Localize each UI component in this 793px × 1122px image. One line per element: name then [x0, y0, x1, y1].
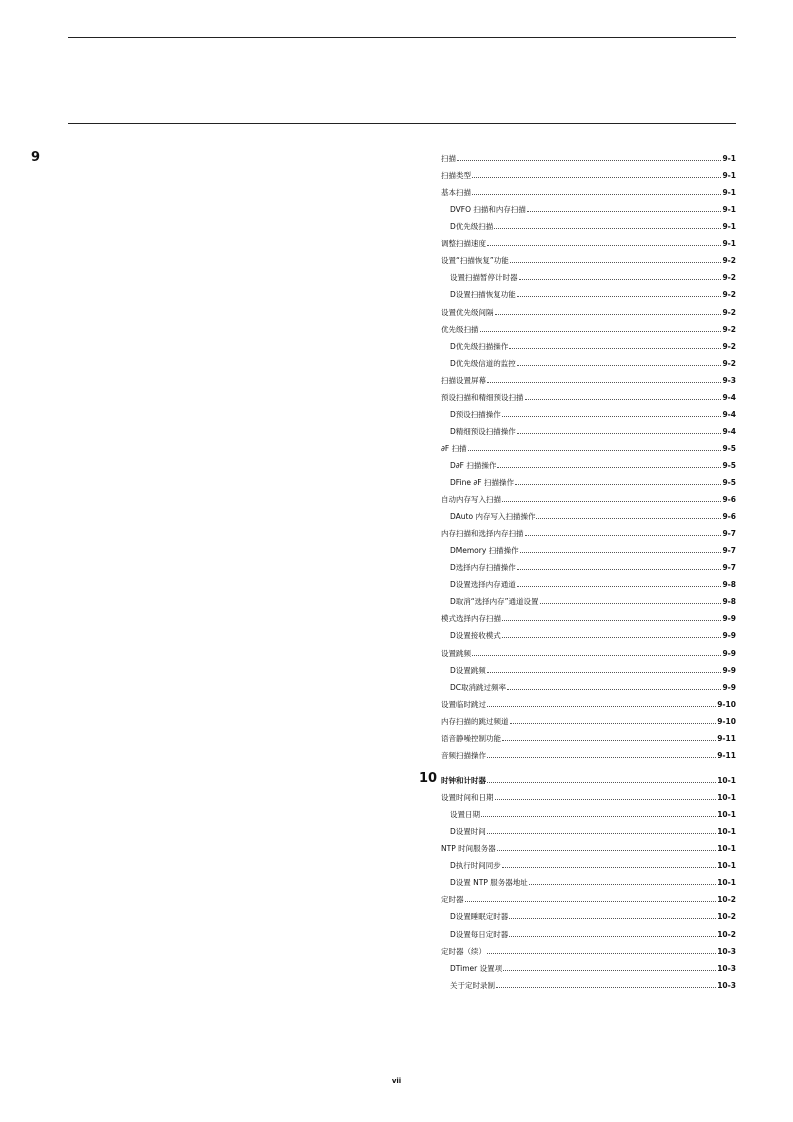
- toc-entry[interactable]: [450, 270, 736, 282]
- toc-entry-page: 10-2: [717, 912, 736, 922]
- toc-entry-page: 9-8: [722, 580, 736, 590]
- toc-entry-page: 10-1: [717, 793, 736, 803]
- toc-entry[interactable]: [450, 594, 736, 606]
- toc-entry[interactable]: [441, 373, 736, 385]
- toc-entry-title: DMemory 扫描操作: [450, 546, 519, 556]
- toc-entry-page: 9-9: [722, 682, 736, 692]
- toc-leader-dots: [509, 348, 721, 349]
- toc-leader-dots: [525, 535, 722, 536]
- toc-leader-dots: [472, 177, 721, 178]
- toc-entry-title: 优先级扫描: [441, 324, 479, 334]
- toc-leader-dots: [472, 194, 721, 195]
- toc-entry-page: 9-5: [722, 443, 736, 453]
- toc-entry[interactable]: [441, 944, 736, 956]
- toc-entry[interactable]: [450, 628, 736, 640]
- toc-entry-title: D精细预设扫描操作: [450, 426, 516, 436]
- toc-entry-page: 10-1: [717, 810, 736, 820]
- toc-entry[interactable]: [441, 236, 736, 248]
- toc-entry-title: D∂F 扫描操作: [450, 460, 497, 470]
- toc-entry[interactable]: [441, 253, 736, 265]
- toc-entry-page: 10-2: [717, 895, 736, 905]
- toc-leader-dots: [509, 918, 716, 919]
- toc-leader-dots: [507, 689, 721, 690]
- toc-entry-page: 9-9: [722, 648, 736, 658]
- toc-entry-title: 设置临时跳过: [441, 699, 486, 709]
- toc-entry[interactable]: [450, 287, 736, 299]
- toc-entry[interactable]: [441, 322, 736, 334]
- toc-entry-title: D设置扫描恢复功能: [450, 290, 516, 300]
- toc-leader-dots: [503, 970, 716, 971]
- toc-entry[interactable]: [450, 824, 736, 836]
- toc-entry[interactable]: [450, 807, 736, 819]
- toc-entry-title: 预设扫描和精细预设扫描: [441, 392, 524, 402]
- toc-entry-page: 9-7: [722, 563, 736, 573]
- toc-entry[interactable]: [450, 909, 736, 921]
- toc-entry[interactable]: [450, 577, 736, 589]
- toc-entry-title: DTimer 设置项: [450, 963, 503, 973]
- toc-leader-dots: [502, 637, 722, 638]
- toc-leader-dots: [472, 655, 721, 656]
- toc-entry-title: DVFO 扫描和内存扫描: [450, 205, 526, 215]
- toc-entry-page: 10-3: [717, 963, 736, 973]
- toc-leader-dots: [502, 501, 721, 502]
- toc-entry-title: D执行时间同步: [450, 861, 501, 871]
- toc-entry-page: 9-2: [722, 358, 736, 368]
- toc-entry-title: 设置跳频: [441, 648, 471, 658]
- toc-entry[interactable]: [441, 390, 736, 402]
- toc-entry-page: 10-1: [717, 844, 736, 854]
- toc-entry[interactable]: [450, 858, 736, 870]
- toc-entry-title: D设置接收模式: [450, 631, 501, 641]
- toc-entry-page: 9-1: [722, 239, 736, 249]
- toc-entry-title: DAuto 内存写入扫描操作: [450, 512, 536, 522]
- toc-entry-title: D取消“选择内存”通道设置: [450, 597, 539, 607]
- toc-entry-page: 9-4: [722, 409, 736, 419]
- toc-leader-dots: [487, 833, 716, 834]
- toc-entry-title: DFine ∂F 扫描操作: [450, 477, 514, 487]
- toc-entry-title: ∂F 扫描: [441, 443, 467, 453]
- toc-leader-dots: [487, 382, 721, 383]
- toc-entry-page: 9-6: [722, 495, 736, 504]
- header-rule-bottom: [68, 123, 736, 124]
- toc-entry-page: 9-5: [722, 477, 736, 487]
- toc-entry[interactable]: [441, 151, 736, 163]
- toc-leader-dots: [457, 160, 721, 161]
- toc-leader-dots: [480, 331, 722, 332]
- toc-leader-dots: [517, 365, 722, 366]
- toc-leader-dots: [487, 782, 716, 783]
- toc-entry[interactable]: [441, 790, 736, 802]
- toc-entry-page: 9-5: [722, 460, 736, 470]
- toc-entry-title: 模式选择内存扫描: [441, 614, 501, 624]
- toc-entry-title: D优先级扫描: [450, 222, 494, 232]
- toc-entry[interactable]: [450, 424, 736, 436]
- toc-entry-page: 10-2: [717, 929, 736, 939]
- toc-entry-page: 9-4: [722, 392, 736, 402]
- toc-entry-title: 关于定时录制: [450, 980, 495, 990]
- toc-entry[interactable]: [441, 441, 736, 453]
- toc-entry[interactable]: [441, 697, 736, 709]
- toc-entry-page: 10-1: [717, 776, 736, 785]
- toc-entry-page: 10-3: [717, 980, 736, 990]
- toc-entry-page: 9-2: [722, 290, 736, 300]
- toc-leader-dots: [487, 757, 716, 758]
- toc-entry-title: 扫描: [441, 154, 456, 163]
- toc-entry-page: 9-1: [722, 188, 736, 198]
- toc-leader-dots: [495, 799, 717, 800]
- toc-entry-page: 9-1: [722, 205, 736, 215]
- toc-entry-title: D设置时间: [450, 827, 486, 837]
- toc-entry[interactable]: [450, 560, 736, 572]
- toc-entry-title: 音频扫描操作: [441, 750, 486, 760]
- toc-entry[interactable]: [450, 407, 736, 419]
- page-number: vii: [391, 1077, 402, 1085]
- toc-entry-title: D设置每日定时器: [450, 929, 509, 939]
- chapter-number-9: 9: [31, 150, 41, 165]
- toc-entry-page: 9-1: [722, 222, 736, 232]
- toc-entry-page: 9-4: [722, 426, 736, 436]
- toc-leader-dots: [487, 706, 716, 707]
- toc-entry-page: 9-1: [722, 171, 736, 181]
- toc-entry-title: 设置日期: [450, 810, 480, 820]
- toc-entry-page: 9-2: [722, 341, 736, 351]
- toc-leader-dots: [465, 901, 717, 902]
- toc-entry-title: D设置选择内存通道: [450, 580, 516, 590]
- toc-leader-dots: [496, 987, 716, 988]
- toc-leader-dots: [502, 416, 722, 417]
- toc-entry-title: 定时器（续）: [441, 946, 486, 956]
- toc-entry-title: D预设扫描操作: [450, 409, 501, 419]
- toc-entry[interactable]: [441, 305, 736, 317]
- toc-entry-title: D设置 NTP 服务器地址: [450, 878, 528, 888]
- header-rule-top: [68, 37, 736, 38]
- toc-entry[interactable]: [450, 339, 736, 351]
- toc-leader-dots: [509, 936, 716, 937]
- toc-entry-title: DC取消跳过频率: [450, 682, 507, 692]
- toc-leader-dots: [536, 518, 721, 519]
- toc-leader-dots: [502, 740, 716, 741]
- toc-entry-title: 设置扫描暂停计时器: [450, 273, 518, 283]
- toc-entry-title: 语音静噪控制功能: [441, 733, 501, 743]
- toc-entry-page: 10-1: [717, 861, 736, 871]
- toc-leader-dots: [468, 450, 722, 451]
- toc-entry-page: 9-9: [722, 614, 736, 624]
- toc-entry-page: 9-11: [717, 733, 736, 743]
- toc-entry-title: 扫描类型: [441, 171, 471, 181]
- toc-entry[interactable]: [441, 185, 736, 197]
- toc-entry-page: 9-3: [722, 375, 736, 385]
- toc-entry[interactable]: [450, 356, 736, 368]
- toc-entry[interactable]: [450, 927, 736, 939]
- toc-leader-dots: [487, 953, 716, 954]
- toc-entry-page: 9-10: [717, 716, 736, 726]
- toc-entry[interactable]: [441, 168, 736, 180]
- toc-entry[interactable]: [441, 773, 736, 785]
- toc-entry-page: 10-1: [717, 878, 736, 888]
- toc-entry[interactable]: [441, 714, 736, 726]
- toc-leader-dots: [527, 211, 722, 212]
- toc-entry[interactable]: [441, 492, 736, 504]
- toc-entry-page: 9-8: [722, 597, 736, 607]
- toc-entry-page: 9-1: [722, 154, 736, 163]
- toc-entry[interactable]: [441, 646, 736, 658]
- toc-entry[interactable]: [441, 526, 736, 538]
- toc-entry-title: 定时器: [441, 895, 464, 905]
- toc-leader-dots: [517, 586, 722, 587]
- toc-entry[interactable]: [441, 611, 736, 623]
- toc-leader-dots: [495, 314, 722, 315]
- toc-entry[interactable]: [450, 219, 736, 231]
- toc-entry-title: D选择内存扫描操作: [450, 563, 516, 573]
- toc-leader-dots: [487, 245, 721, 246]
- toc-leader-dots: [502, 620, 721, 621]
- toc-leader-dots: [519, 279, 722, 280]
- toc-entry-page: 9-2: [722, 273, 736, 283]
- chapter-number-10: 10: [419, 771, 438, 786]
- toc-leader-dots: [517, 569, 722, 570]
- toc-entry-page: 9-10: [717, 699, 736, 709]
- toc-entry-title: D优先级信道的监控: [450, 358, 516, 368]
- toc-entry[interactable]: [441, 841, 736, 853]
- toc-entry-title: 扫描设置屏幕: [441, 375, 486, 385]
- toc-leader-dots: [510, 723, 717, 724]
- toc-entry-title: 基本扫描: [441, 188, 471, 198]
- toc-entry-title: 设置“扫描恢复”功能: [441, 256, 509, 266]
- toc-entry-page: 9-9: [722, 665, 736, 675]
- toc-leader-dots: [525, 399, 722, 400]
- toc-leader-dots: [481, 816, 716, 817]
- toc-leader-dots: [497, 850, 717, 851]
- toc-entry[interactable]: [450, 978, 736, 990]
- toc-entry[interactable]: [450, 475, 736, 487]
- toc-leader-dots: [494, 228, 721, 229]
- toc-entry[interactable]: [450, 202, 736, 214]
- toc-entry-title: 时钟和计时器: [441, 776, 486, 785]
- toc-leader-dots: [517, 296, 722, 297]
- toc-leader-dots: [515, 484, 721, 485]
- toc-entry[interactable]: [450, 663, 736, 675]
- toc-entry-title: 内存扫描和选择内存扫描: [441, 529, 524, 539]
- toc-leader-dots: [502, 867, 716, 868]
- toc-entry-title: D优先级扫描操作: [450, 341, 509, 351]
- toc-entry-title: 设置优先级间隔: [441, 307, 494, 317]
- toc-entry[interactable]: [441, 748, 736, 760]
- toc-entry[interactable]: [450, 961, 736, 973]
- toc-leader-dots: [487, 672, 722, 673]
- toc-leader-dots: [497, 467, 721, 468]
- toc-entry[interactable]: [450, 458, 736, 470]
- toc-entry-page: 9-2: [722, 307, 736, 317]
- toc-entry-title: 内存扫描的跳过频道: [441, 716, 509, 726]
- toc-entry[interactable]: [441, 892, 736, 904]
- toc-entry[interactable]: [450, 509, 736, 521]
- toc-entry[interactable]: [450, 875, 736, 887]
- toc-leader-dots: [520, 552, 722, 553]
- toc-entry-page: 9-11: [717, 750, 736, 760]
- toc-entry-page: 9-6: [722, 512, 736, 522]
- toc-entry-page: 10-3: [717, 946, 736, 956]
- toc-entry-page: 10-1: [717, 827, 736, 837]
- toc-entry-title: 调整扫描速度: [441, 239, 486, 249]
- toc-entry-page: 9-9: [722, 631, 736, 641]
- toc-entry-title: D设置跳频: [450, 665, 486, 675]
- toc-entry[interactable]: [450, 680, 736, 692]
- toc-leader-dots: [529, 884, 716, 885]
- toc-entry-title: NTP 时间服务器: [441, 844, 496, 854]
- toc-leader-dots: [540, 603, 722, 604]
- toc-entry-title: 自动内存写入扫描: [441, 495, 501, 504]
- toc-entry-page: 9-7: [722, 529, 736, 539]
- toc-entry-page: 9-7: [722, 546, 736, 556]
- toc-leader-dots: [510, 262, 722, 263]
- toc-leader-dots: [517, 433, 722, 434]
- toc-entry-page: 9-2: [722, 324, 736, 334]
- toc-entry-page: 9-2: [722, 256, 736, 266]
- toc-entry-title: D设置睡眠定时器: [450, 912, 509, 922]
- toc-entry[interactable]: [441, 731, 736, 743]
- toc-entry-title: 设置时间和日期: [441, 793, 494, 803]
- toc-entry[interactable]: [450, 543, 736, 555]
